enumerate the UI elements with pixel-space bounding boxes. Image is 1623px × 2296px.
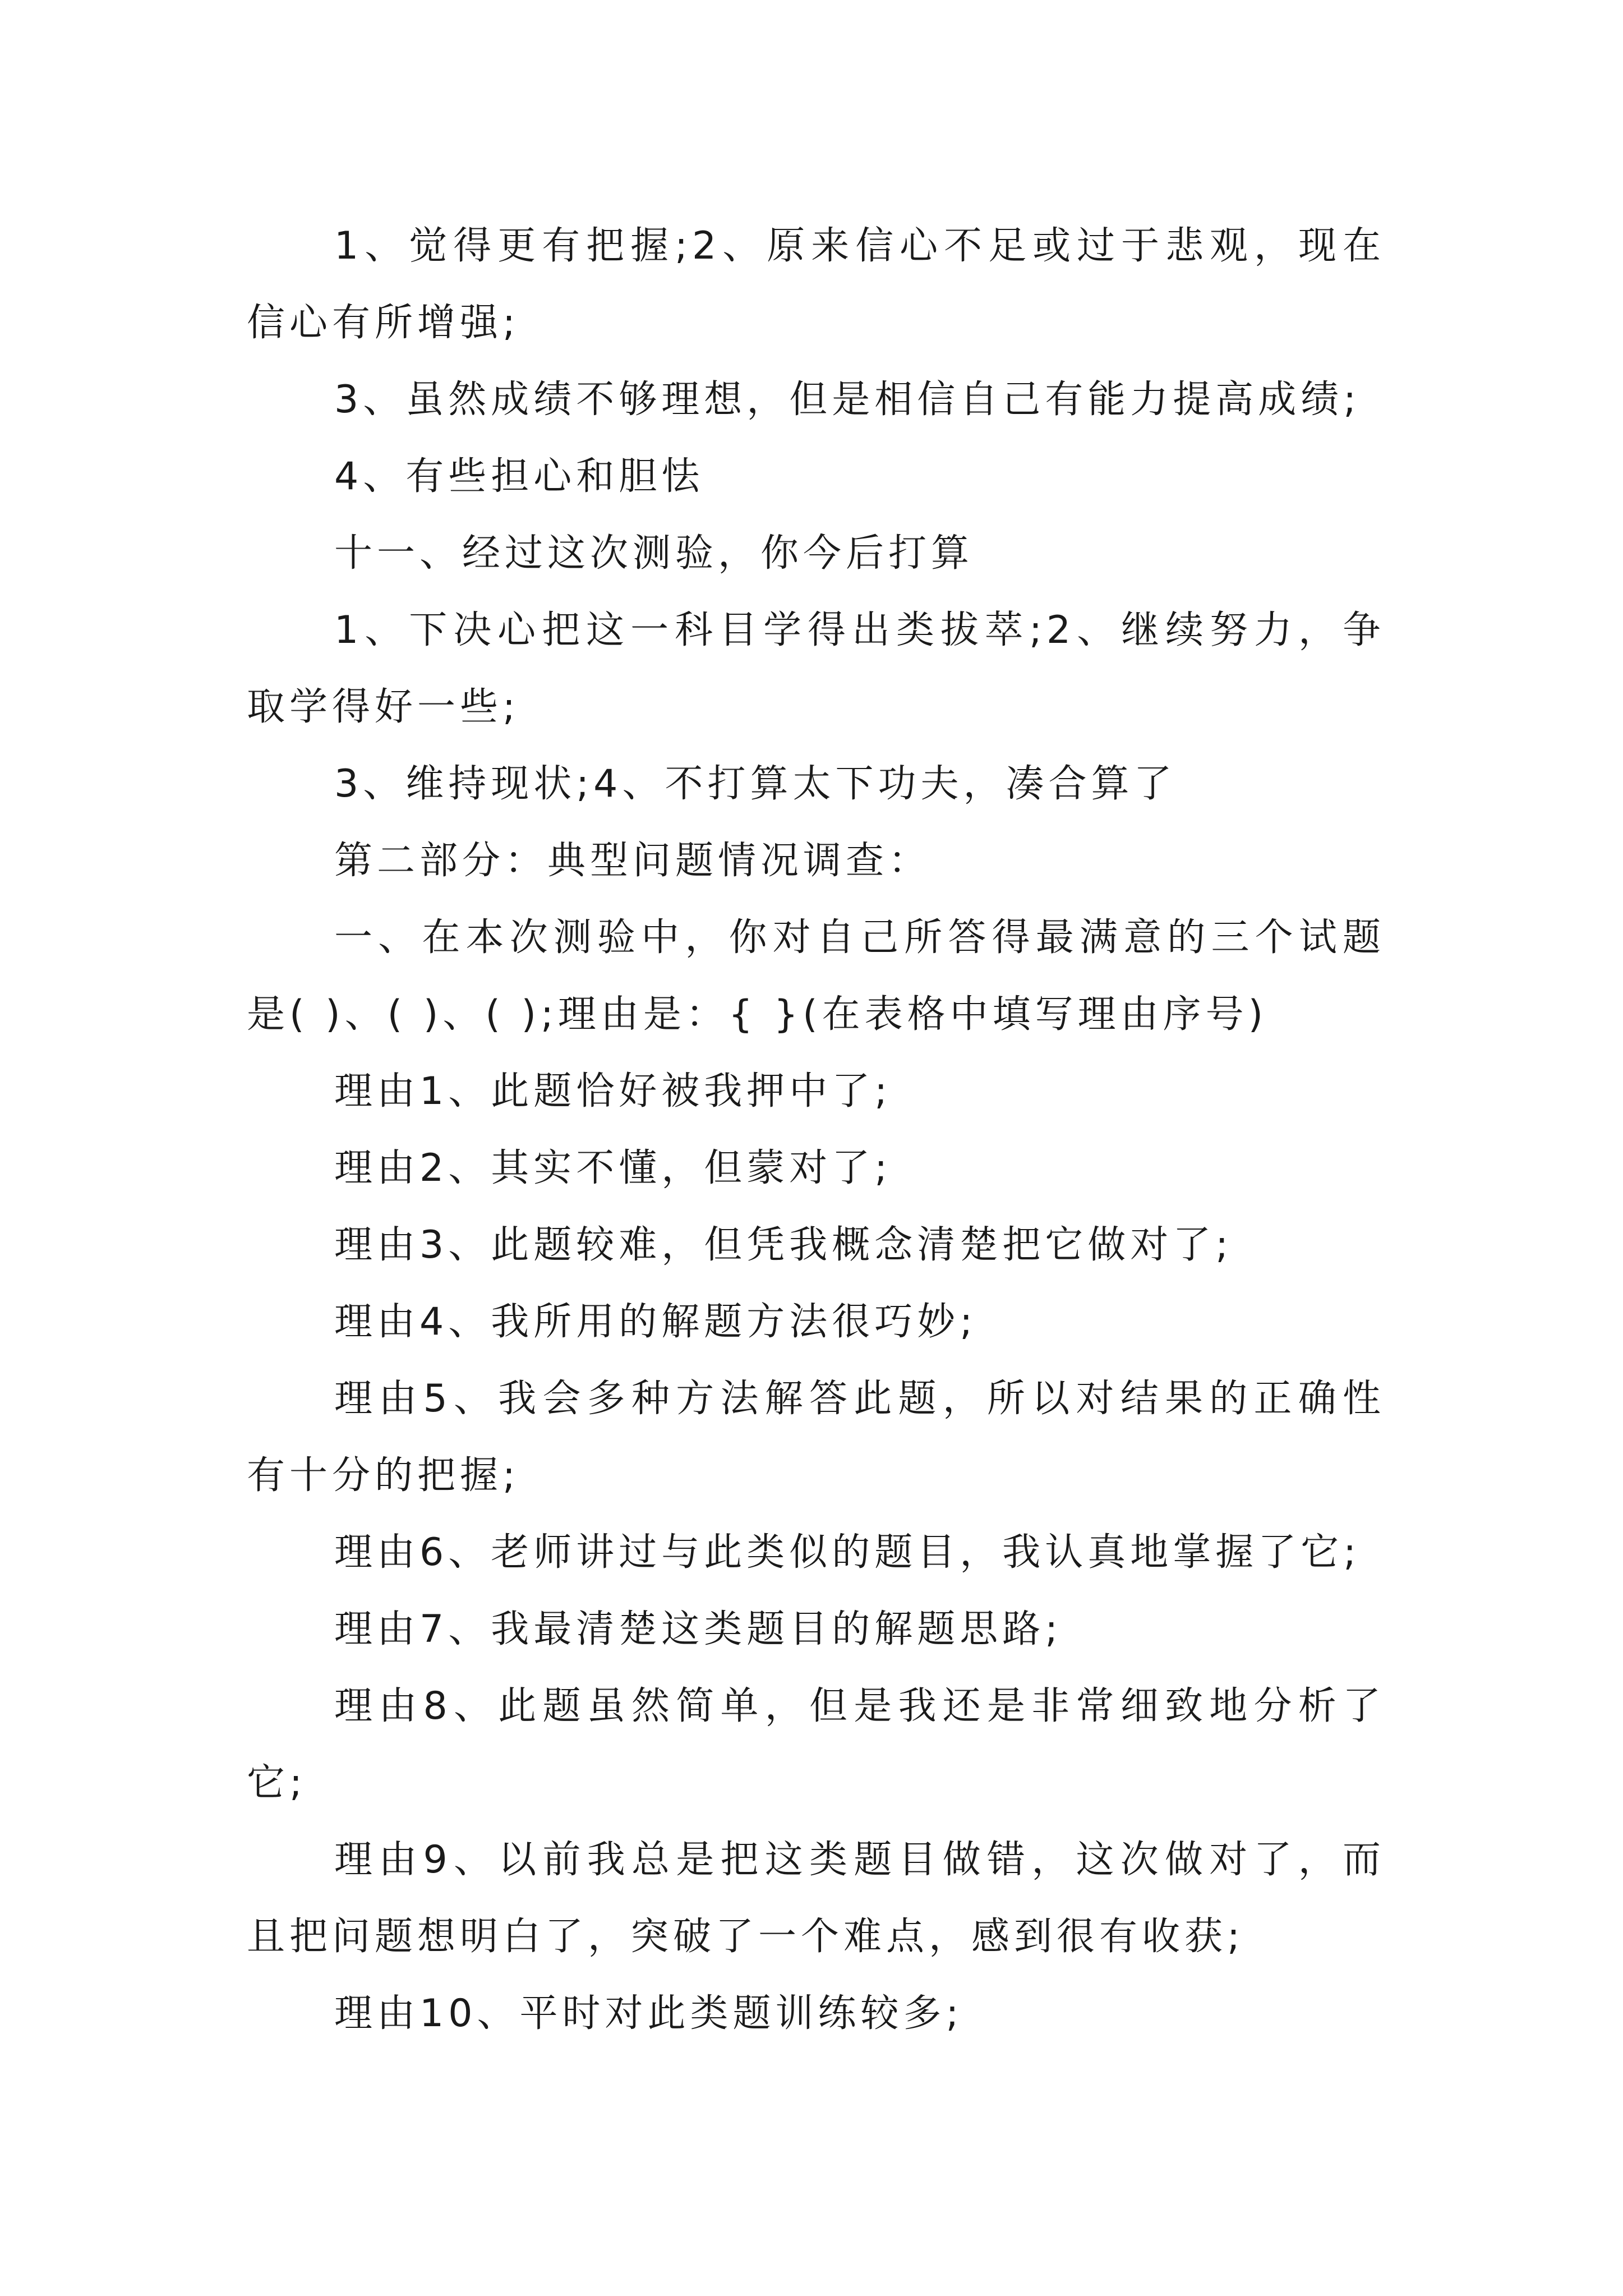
section-heading: 第二部分：典型问题情况调查： — [334, 839, 932, 883]
question-text: 一、在本次测验中，你对自己所答得最满意的三个试题是( )、( )、( );理由是：{ }(在表格中填写理由序号) — [247, 915, 1385, 1037]
section-heading: 十一、经过这次测验，你今后打算 — [334, 531, 974, 576]
reason-item: 理由3、此题较难，但凭我概念清楚把它做对了; — [334, 1223, 1233, 1267]
reason-item: 理由7、我最清楚这类题目的解题思路; — [334, 1607, 1063, 1651]
paragraph: 3、虽然成绩不够理想，但是相信自己有能力提高成绩; — [334, 378, 1361, 422]
paragraph: 4、有些担心和胆怯 — [334, 454, 704, 499]
reason-item: 理由10、平时对此类题训练较多; — [334, 1991, 963, 2036]
paragraph: 3、维持现状;4、不打算太下功夫，凑合算了 — [334, 762, 1177, 806]
paragraph: 1、下决心把这一科目学得出类拔萃;2、继续努力，争取学得好一些; — [247, 608, 1385, 729]
reason-item: 理由9、以前我总是把这类题目做错，这次做对了，而且把问题想明白了，突破了一个难点，感到很有收获; — [247, 1838, 1385, 1959]
reason-item: 理由5、我会多种方法解答此题，所以对结果的正确性有十分的把握; — [247, 1377, 1385, 1498]
reason-item: 理由4、我所用的解题方法很巧妙; — [334, 1300, 978, 1344]
reason-item: 理由6、老师讲过与此类似的题目，我认真地掌握了它; — [334, 1530, 1361, 1575]
reason-item: 理由8、此题虽然简单，但是我还是非常细致地分析了它; — [247, 1684, 1385, 1805]
reason-item: 理由1、此题恰好被我押中了; — [334, 1069, 892, 1114]
document-page — [247, 208, 1385, 2052]
reason-item: 理由2、其实不懂，但蒙对了; — [334, 1146, 892, 1190]
paragraph: 1、觉得更有把握;2、原来信心不足或过于悲观，现在信心有所增强; — [247, 224, 1385, 345]
